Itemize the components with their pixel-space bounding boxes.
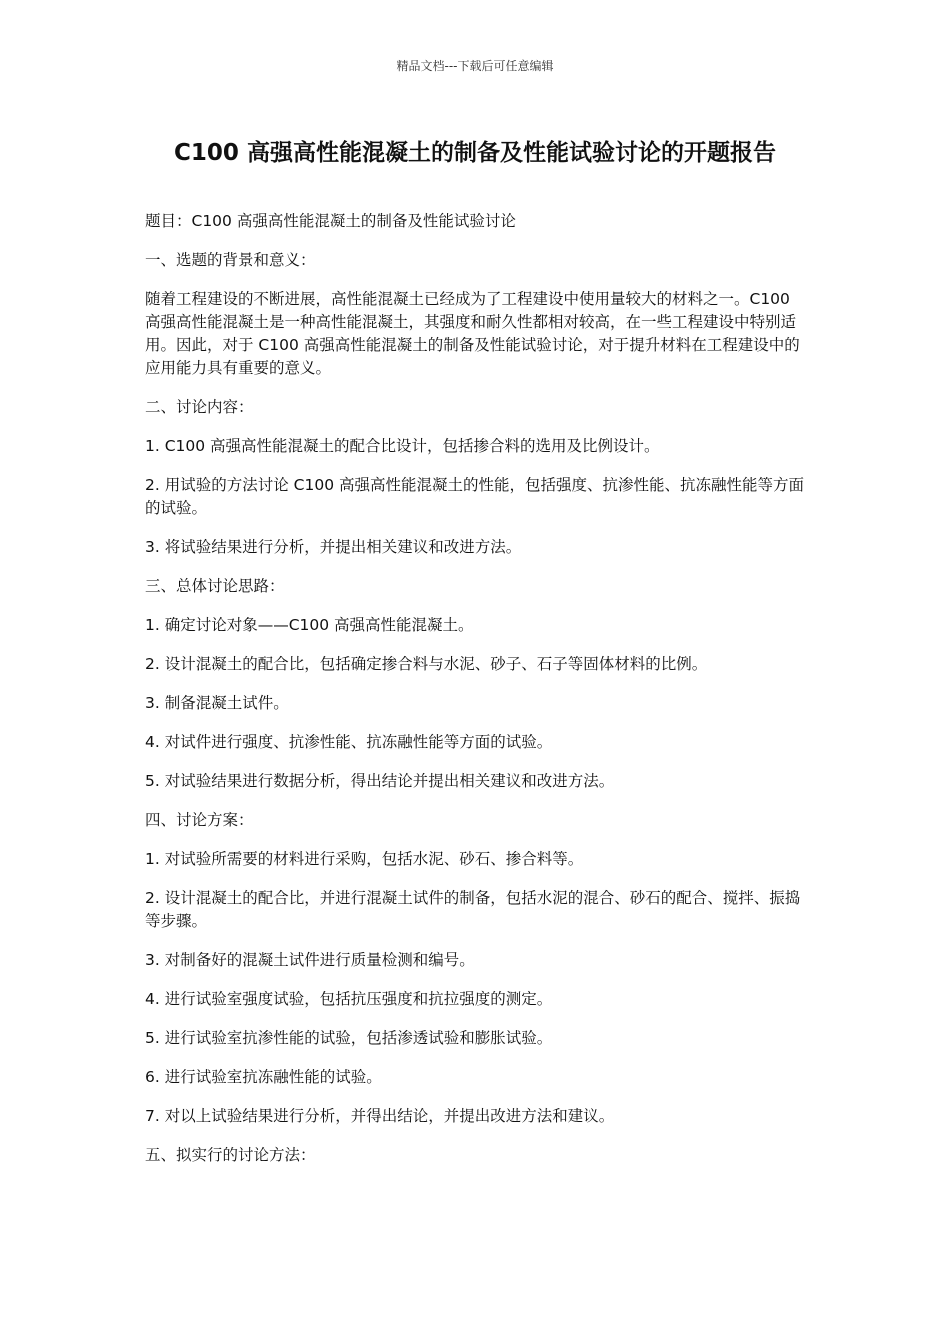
list-item: 2. 设计混凝土的配合比，并进行混凝土试件的制备，包括水泥的混合、砂石的配合、搅拌、振捣等步骤。	[145, 889, 801, 930]
section-heading-plan: 四、讨论方案：	[145, 811, 254, 829]
list-item: 5. 进行试验室抗渗性能的试验，包括渗透试验和膨胀试验。	[145, 1029, 553, 1047]
list-item: 1. C100 高强高性能混凝土的配合比设计，包括掺合料的选用及比例设计。	[145, 437, 660, 455]
list-item: 3. 制备混凝土试件。	[145, 694, 289, 712]
list-item: 7. 对以上试验结果进行分析，并得出结论，并提出改进方法和建议。	[145, 1107, 615, 1125]
list-item: 4. 进行试验室强度试验，包括抗压强度和抗拉强度的测定。	[145, 990, 553, 1008]
section-heading-background: 一、选题的背景和意义：	[145, 251, 316, 269]
document-title: C100 高强高性能混凝土的制备及性能试验讨论的开题报告	[174, 140, 776, 166]
list-item: 2. 用试验的方法讨论 C100 高强高性能混凝土的性能，包括强度、抗渗性能、抗冻融性能等方面的试验。	[145, 476, 804, 517]
background-paragraph: 随着工程建设的不断进展，高性能混凝土已经成为了工程建设中使用量较大的材料之一。C100 高强高性能混凝土是一种高性能混凝土，其强度和耐久性都相对较高，在一些工程建设中特别适用。因此，对于 C100 高强高性能混凝土的制备及性能试验讨论，对于提升材料在工程建设中的应用能力具有重要的意义。	[145, 290, 800, 377]
list-item: 2. 设计混凝土的配合比，包括确定掺合料与水泥、砂子、石子等固体材料的比例。	[145, 655, 708, 673]
list-item: 3. 将试验结果进行分析，并提出相关建议和改进方法。	[145, 538, 522, 556]
list-item: 3. 对制备好的混凝土试件进行质量检测和编号。	[145, 951, 475, 969]
list-item: 1. 确定讨论对象——C100 高强高性能混凝土。	[145, 616, 474, 634]
list-item: 1. 对试验所需要的材料进行采购，包括水泥、砂石、掺合料等。	[145, 850, 584, 868]
list-item: 6. 进行试验室抗冻融性能的试验。	[145, 1068, 382, 1086]
document-body	[145, 210, 805, 1183]
section-heading-content: 二、讨论内容：	[145, 398, 254, 416]
list-item: 4. 对试件进行强度、抗渗性能、抗冻融性能等方面的试验。	[145, 733, 553, 751]
header-note: 精品文档---下载后可任意编辑	[396, 59, 554, 73]
list-item: 5. 对试验结果进行数据分析，得出结论并提出相关建议和改进方法。	[145, 772, 615, 790]
section-heading-approach: 三、总体讨论思路：	[145, 577, 285, 595]
topic-line: 题目：C100 高强高性能混凝土的制备及性能试验讨论	[145, 212, 516, 230]
section-heading-methods: 五、拟实行的讨论方法：	[145, 1146, 316, 1164]
